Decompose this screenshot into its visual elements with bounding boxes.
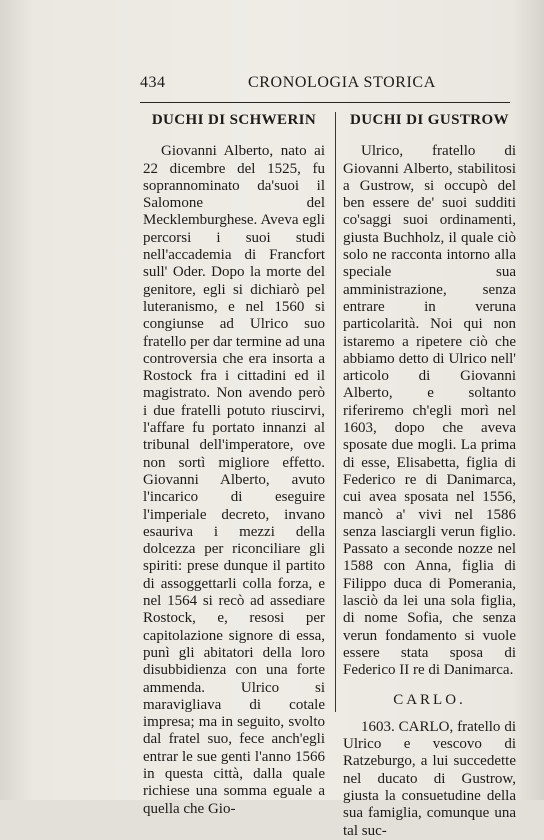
right-column: [343, 112, 516, 840]
running-title: CRONOLOGIA STORICA: [248, 74, 436, 91]
left-column: [143, 112, 325, 818]
subsection-heading-carlo: CARLO.: [393, 691, 466, 708]
body-paragraph: Ulrico, fratello di Giovanni Alberto, stabilitosi a Gustrow, si occupò del ben essere de' suoi sudditi co'saggi suoi ordinamenti, giusta Buchholz, il quale ciò solo ne racconta intorno alla speciale sua amministrazione, senza entrare in veruna particolarità. Noi qui non istaremo a ripetere ciò che abbiamo detto di Ulrico nell' articolo di Giovanni Alberto, e soltanto riferiremo ch'egli morì nel 1603, dopo che aveva sposate due mogli. La prima di esse, Elisabetta, figlia di Federico re di Danimarca, cui avea sposata nel 1556, mancò a' vivi nel 1586 senza lasciargli verun figlio. Passato a seconde nozze nel 1588 con Anna, figlia di Filippo duca di Pomerania, lasciò da lei una sola figlia, di nome Sofia, che senza verun fondamento si vuole essere stata sposa di Federico II re di Danimarca.: [343, 143, 516, 679]
page-number: 434: [140, 74, 166, 91]
section-heading-gustrow: DUCHI DI GUSTROW: [350, 112, 509, 128]
body-paragraph: Giovanni Alberto, nato ai 22 dicembre del 1525, fu soprannominato da'suoi il Salomone del Mecklemburghese. Aveva egli percorsi i suoi studi nell'accademia di Francfort sull' Oder. Dopo la morte del genitore, egli si dichiarò pel luteranismo, e nel 1560 si congiunse ad Ulrico suo fratello per dar termine ad una controversia che era insorta a Rostock fra i cittadini ed il magistrato. Non avendo però i due fratelli potuto riuscirvi, l'affare fu portato innanzi al tribunal dell'imperatore, ove non sortì migliore effetto. Giovanni Alberto, avuto l'incarico di eseguire l'imperiale decreto, invano esauriva i mezzi della dolcezza per riconciliare gli spiriti: prese dunque il partito di assoggettarli colla forza, e nel 1564 si recò ad assediare Rostock, e, resosi per capitolazione signore di essa, punì gli abitatori della loro disubbidienza con una forte ammenda. Ulrico si maravigliava di cotale impresa; ma in seguito, svolto dal fratel suo, fece anch'egli entrar le sue genti l'anno 1566 in questa città, dalla quale richiese una somma eguale a quella che Gio-: [143, 143, 325, 817]
body-paragraph: 1603. CARLO, fratello di Ulrico e vescovo di Ratzeburgo, a lui succedette nel ducato di Gustrow, giusta la consuetudine della sua famiglia, comunque una tal suc-: [343, 718, 516, 839]
section-heading-schwerin: DUCHI DI SCHWERIN: [151, 112, 317, 128]
header-rule: [140, 102, 510, 103]
column-divider: [335, 112, 336, 712]
